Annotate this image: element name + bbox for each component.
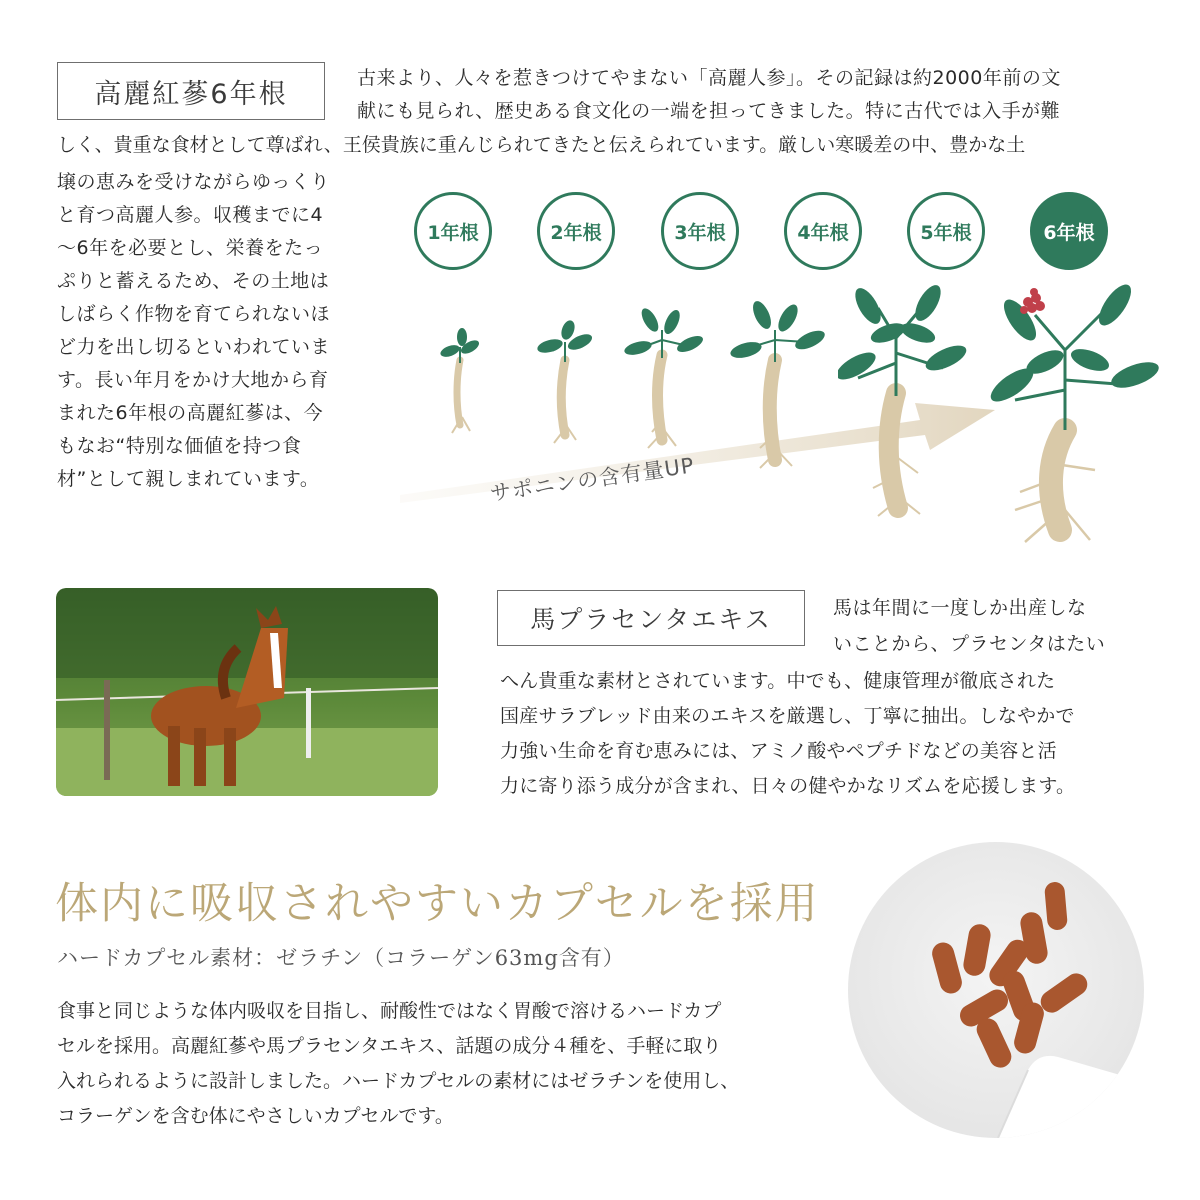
ginseng-side-text (57, 166, 377, 496)
placenta-para-line: 国産サラブレッド由来のエキスを厳選し、丁寧に抽出。しなやかで (500, 705, 1075, 727)
ginseng-para-line2: 献にも見られ、歴史ある食文化の一端を担ってきました。特に古代では入手が難 (357, 100, 1061, 122)
ginseng-side-line: 材”として親しまれています。 (57, 468, 320, 490)
capsule-para-line: コラーゲンを含む体にやさしいカプセルです。 (57, 1105, 454, 1127)
capsule-heading: 体内に吸収されやすいカプセルを採用 (55, 879, 820, 929)
ginseng-side-line: 〜6年を必要とし、栄養をたっ (57, 237, 324, 259)
ginseng-plant-5 (838, 278, 968, 518)
ginseng-plant-3 (620, 300, 710, 450)
horse-photo (56, 588, 438, 796)
ginseng-plant-1 (430, 325, 490, 435)
year-badge-6: 6年根 (1030, 192, 1108, 270)
capsule-para-line: 入れられるように設計しました。ハードカプセルの素材にはゼラチンを使用し、 (57, 1070, 740, 1092)
capsule-para-line: 食事と同じような体内吸収を目指し、耐酸性ではなく胃酸で溶けるハードカプ (57, 1000, 722, 1022)
placenta-para-line: へん貴重な素材とされています。中でも、健康管理が徹底された (500, 670, 1056, 692)
year-badge-5: 5年根 (907, 192, 985, 270)
year-badge-1: 1年根 (414, 192, 492, 270)
placenta-para-line2: いことから、プラセンタはたい (833, 633, 1106, 655)
year-badge-2: 2年根 (537, 192, 615, 270)
year-badge-3: 3年根 (661, 192, 739, 270)
placenta-para-line: 力強い生命を育む恵みには、アミノ酸やペプチドなどの美容と活 (500, 740, 1057, 762)
placenta-para-line1: 馬は年間に一度しか出産しな (833, 597, 1087, 619)
ginseng-para-line3: しく、貴重な食材として尊ばれ、王侯貴族に重んじられてきたと伝えられています。厳しい寒暖差の中、豊かな土 (57, 134, 1026, 156)
placenta-para-line: 力に寄り添う成分が含まれ、日々の健やかなリズムを応援します。 (500, 775, 1076, 797)
capsule-photo (848, 842, 1144, 1138)
ginseng-side-line: ど力を出し切るといわれていま (57, 336, 331, 358)
ginseng-label-text: 高麗紅蔘6年根 (94, 78, 288, 110)
ginseng-side-line: しばらく作物を育てられないほ (57, 303, 331, 325)
ginseng-plant-6 (990, 270, 1160, 550)
placenta-label-text: 馬プラセンタエキス (530, 605, 772, 634)
ginseng-side-line: ぷりと蓄えるため、その土地は (57, 270, 330, 292)
capsule-para-line: セルを採用。高麗紅蔘や馬プラセンタエキス、話題の成分４種を、手軽に取り (57, 1035, 722, 1057)
ginseng-side-line: す。長い年月をかけ大地から育 (57, 369, 329, 391)
ginseng-plant-4 (730, 290, 830, 470)
ginseng-side-line: まれた6年根の高麗紅蔘は、今 (57, 402, 324, 424)
ginseng-para-line1: 古来より、人々を惹きつけてやまない「高麗人参」。その記録は約2000年前の文 (357, 67, 1061, 89)
ginseng-plant-2 (530, 320, 600, 445)
saponin-caption: サポニンの含有量UP (488, 453, 696, 506)
capsule-subheading: ハードカプセル素材：ゼラチン（コラーゲン63mg含有） (57, 946, 625, 970)
ginseng-side-line: もなお“特別な価値を持つ食 (57, 435, 302, 457)
ginseng-side-line: と育つ高麗人参。収穫までに4 (57, 204, 324, 226)
ginseng-side-line: 壌の恵みを受けながらゆっくり (57, 171, 330, 193)
capsule-para (57, 994, 817, 1134)
placenta-label (497, 590, 805, 646)
ginseng-label (57, 62, 325, 120)
year-badge-4: 4年根 (784, 192, 862, 270)
placenta-para (500, 664, 1180, 804)
